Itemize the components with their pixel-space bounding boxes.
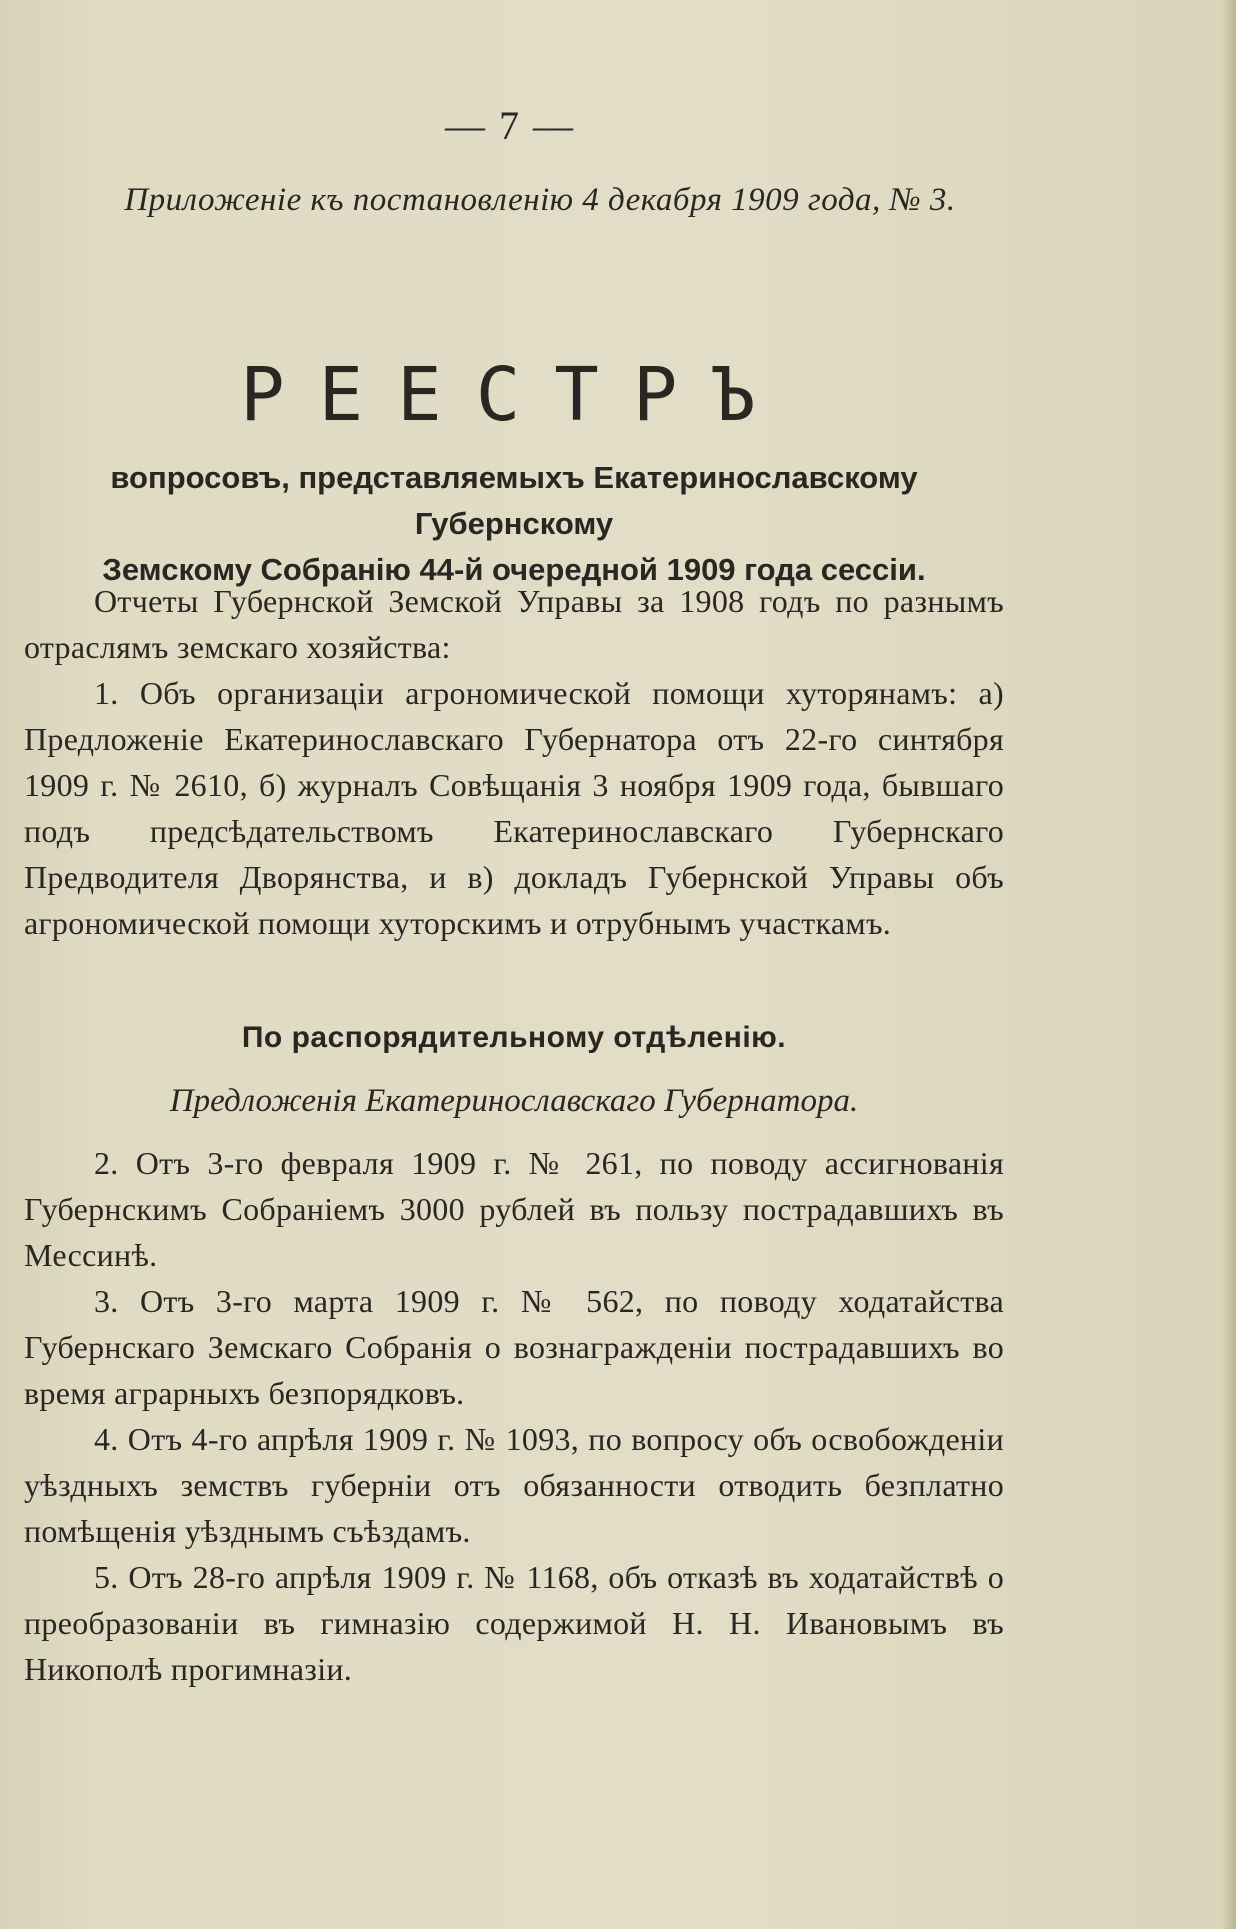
- item-5-paragraph: 5. Отъ 28-го апрѣля 1909 г. № 1168, объ отказѣ въ ходатайствѣ о преобразованіи въ гимназію содержимой Н. Н. Ивановымъ въ Никополѣ прогимназіи.: [24, 1559, 1004, 1687]
- appendix-note: Приложеніе къ постановленію 4 декабря 1909 года, № 3.: [124, 182, 956, 218]
- item-3-paragraph: 3. Отъ 3-го марта 1909 г. № 562, по поводу ходатайства Губернскаго Земскаго Собранія о вознагражденіи пострадавшихъ во время аграрныхъ безпорядковъ.: [24, 1283, 1004, 1411]
- subtitle-line-2: Земскому Собранію 44-й очередной 1909 года сессіи.: [102, 552, 926, 587]
- items-block: [24, 1140, 1004, 1692]
- intro-block: [24, 578, 1004, 946]
- page-number: — 7 —: [445, 103, 575, 148]
- intro-paragraph: Отчеты Губернской Земской Управы за 1908 годъ по разнымъ отраслямъ земскаго хозяйства:: [24, 583, 1004, 665]
- item-1-paragraph: 1. Объ организаціи агрономической помощи хуторянамъ: а) Предложеніе Екатеринославскаго Губернатора отъ 22-го синтября 1909 г. № 2610, б) журналъ Совѣщанія 3 ноября 1909 года, бывшаго подъ предсѣдательствомъ Екатеринославскаго Губернскаго Предводителя Дворянства, и в) докладъ Губернской Управы объ агрономической помощи хуторскимъ и отрубнымъ участкамъ.: [24, 675, 1004, 941]
- document-title: РЕЕСТРЪ: [240, 352, 790, 438]
- section-heading: По распорядительному отдѣленію.: [241, 1021, 787, 1054]
- page-edge-shadow: [1222, 0, 1236, 1929]
- document-subtitle: [24, 455, 1004, 593]
- subtitle-line-1: вопросовъ, представляемыхъ Екатеринославскому Губернскому: [110, 460, 918, 541]
- subsection-heading: Предложенія Екатеринославскаго Губернатора.: [169, 1083, 859, 1119]
- item-2-paragraph: 2. Отъ 3-го февраля 1909 г. № 261, по поводу ассигнованія Губернскимъ Собраніемъ 3000 рублей въ пользу пострадавшихъ въ Мессинѣ.: [24, 1145, 1004, 1273]
- item-4-paragraph: 4. Отъ 4-го апрѣля 1909 г. № 1093, по вопросу объ освобожденіи уѣздныхъ земствъ губерніи отъ обязанности отводить безплатно помѣщенія уѣзднымъ съѣздамъ.: [24, 1421, 1004, 1549]
